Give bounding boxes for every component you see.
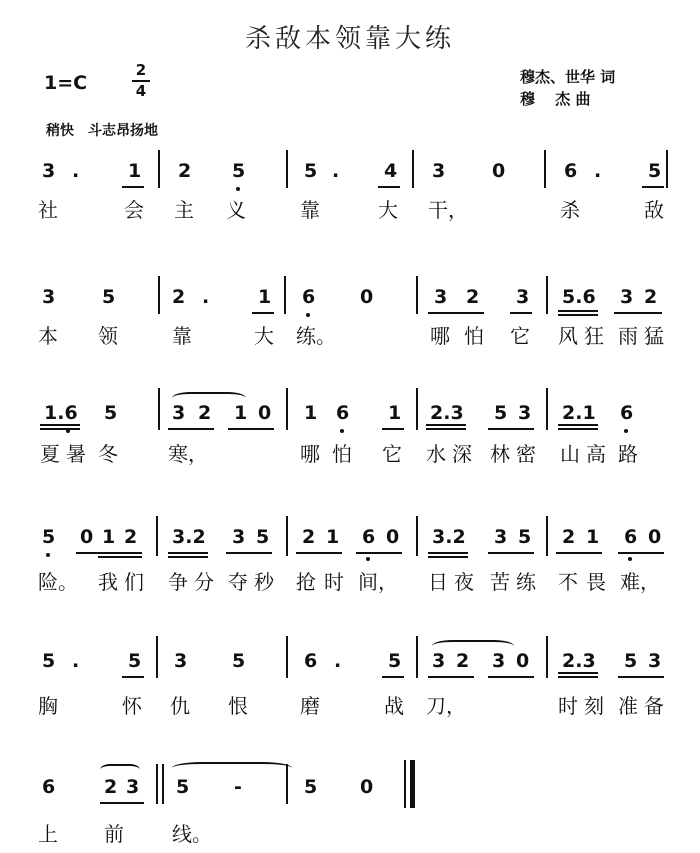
note: 3 bbox=[434, 286, 448, 308]
lyric: 靠 bbox=[172, 324, 192, 348]
lyric: 它 bbox=[510, 324, 530, 348]
final-bar-thick bbox=[410, 760, 415, 808]
key-signature: 1=C bbox=[44, 72, 88, 94]
underline bbox=[122, 186, 144, 188]
lyric: 战 bbox=[384, 694, 404, 718]
note: 1 bbox=[234, 402, 248, 424]
note: 1 bbox=[388, 402, 402, 424]
credits bbox=[520, 66, 615, 110]
underline bbox=[40, 428, 80, 430]
tempo-marking: 稍快 斗志昂扬地 bbox=[46, 123, 158, 139]
note: 2 bbox=[456, 650, 470, 672]
note: 3 bbox=[518, 402, 532, 424]
slur bbox=[100, 764, 140, 776]
note: 3 bbox=[42, 286, 56, 308]
note: 3 bbox=[432, 650, 446, 672]
lyric: 深 bbox=[452, 442, 472, 466]
lyric: 靠 bbox=[300, 198, 320, 222]
bar-line bbox=[544, 150, 546, 188]
note: 3 bbox=[172, 402, 186, 424]
lyric: 胸 bbox=[38, 694, 58, 718]
note: 0 bbox=[492, 160, 506, 182]
note: 2.1 bbox=[562, 402, 596, 424]
note: 1 bbox=[586, 526, 600, 548]
note: 3 bbox=[432, 160, 446, 182]
underline bbox=[558, 672, 598, 674]
bar-line bbox=[156, 636, 158, 678]
note: 2 bbox=[172, 286, 186, 308]
underline bbox=[558, 428, 598, 430]
note: 5 bbox=[648, 160, 662, 182]
note: 6 bbox=[624, 526, 638, 548]
underline bbox=[428, 552, 468, 554]
low-octave-dot bbox=[236, 187, 240, 191]
note: 5 bbox=[624, 650, 638, 672]
note: 2 bbox=[198, 402, 212, 424]
note: 5 bbox=[104, 402, 118, 424]
lyric: 难， bbox=[620, 570, 660, 594]
lyric: 苦 bbox=[490, 570, 510, 594]
note-dot: . bbox=[594, 160, 602, 182]
underline bbox=[428, 556, 468, 558]
lyric: 时 bbox=[324, 570, 344, 594]
lyricist-credit: 穆杰、世华 词 bbox=[520, 68, 616, 86]
lyric: 干， bbox=[428, 198, 468, 222]
note: 0 bbox=[648, 526, 662, 548]
underline bbox=[614, 312, 662, 314]
bar-line bbox=[546, 276, 548, 314]
note: 2.3 bbox=[562, 650, 596, 672]
note: 0 bbox=[386, 526, 400, 548]
bar-line bbox=[286, 764, 288, 804]
lyric: 冬 bbox=[98, 442, 118, 466]
lyric: 仇 bbox=[170, 694, 190, 718]
underline bbox=[168, 428, 214, 430]
bar-line bbox=[416, 276, 418, 314]
note: 2 bbox=[302, 526, 316, 548]
note: 2 bbox=[562, 526, 576, 548]
underline bbox=[558, 676, 598, 678]
bar-line bbox=[284, 276, 286, 314]
bar-line bbox=[286, 636, 288, 678]
underline bbox=[226, 552, 272, 554]
lyric: 备 bbox=[644, 694, 664, 718]
underline bbox=[378, 186, 400, 188]
underline bbox=[168, 556, 208, 558]
note: 5 bbox=[304, 776, 318, 798]
song-title: 杀敌本领靠大练 bbox=[244, 24, 455, 54]
note: 5 bbox=[256, 526, 270, 548]
lyric: 怕 bbox=[464, 324, 484, 348]
note: 1 bbox=[102, 526, 116, 548]
underline bbox=[642, 186, 664, 188]
low-octave-dot bbox=[624, 429, 628, 433]
lyric: 不 bbox=[558, 570, 578, 594]
note-dot: . bbox=[334, 650, 342, 672]
bar-line bbox=[666, 150, 668, 188]
lyric: 它 bbox=[382, 442, 402, 466]
note-dot: . bbox=[202, 286, 210, 308]
bar-line bbox=[546, 388, 548, 430]
lyric: 夜 bbox=[454, 570, 474, 594]
underline bbox=[428, 312, 484, 314]
lyric: 前 bbox=[104, 822, 124, 846]
underline bbox=[428, 676, 474, 678]
bar-line bbox=[416, 516, 418, 556]
lyric: 哪 bbox=[430, 324, 450, 348]
note: 5 bbox=[304, 160, 318, 182]
lyric: 日 bbox=[428, 570, 448, 594]
underline bbox=[76, 552, 142, 554]
note: 1 bbox=[304, 402, 318, 424]
underline bbox=[558, 314, 598, 316]
lyric: 义 bbox=[226, 198, 246, 222]
bar-line bbox=[286, 388, 288, 430]
slur bbox=[172, 762, 292, 774]
underline bbox=[618, 552, 664, 554]
lyric: 本 bbox=[38, 324, 58, 348]
bar-line bbox=[158, 276, 160, 314]
note-dot: . bbox=[72, 160, 80, 182]
meter-bottom: 4 bbox=[135, 82, 147, 100]
underline bbox=[510, 312, 532, 314]
underline bbox=[382, 676, 404, 678]
lyric: 主 bbox=[174, 198, 194, 222]
note: 0 bbox=[258, 402, 272, 424]
underline bbox=[40, 424, 80, 426]
underline bbox=[356, 552, 402, 554]
bar-line bbox=[286, 150, 288, 188]
note: 2 bbox=[178, 160, 192, 182]
lyric: 们 bbox=[124, 570, 144, 594]
underline bbox=[382, 428, 404, 430]
underline bbox=[488, 552, 534, 554]
low-octave-dot bbox=[46, 553, 50, 557]
low-octave-dot bbox=[628, 557, 632, 561]
note: 3 bbox=[232, 526, 246, 548]
lyric: 险。 bbox=[38, 570, 78, 594]
bar-line bbox=[158, 388, 160, 430]
lyric: 狂 bbox=[584, 324, 604, 348]
lyric: 我 bbox=[98, 570, 118, 594]
bar-line bbox=[158, 150, 160, 188]
lyric: 刀， bbox=[426, 694, 466, 718]
bar-line bbox=[286, 516, 288, 556]
note: 5 bbox=[388, 650, 402, 672]
note: 1 bbox=[258, 286, 272, 308]
lyric: 上 bbox=[38, 822, 58, 846]
note-dot: . bbox=[72, 650, 80, 672]
note: 4 bbox=[384, 160, 398, 182]
bar-line bbox=[412, 150, 414, 188]
lyric: 怕 bbox=[332, 442, 352, 466]
lyric: 水 bbox=[426, 442, 446, 466]
note: 0 bbox=[360, 286, 374, 308]
lyric: 秒 bbox=[254, 570, 274, 594]
note: 5 bbox=[42, 650, 56, 672]
note: 2 bbox=[466, 286, 480, 308]
bar-line bbox=[156, 516, 158, 556]
underline bbox=[556, 552, 602, 554]
note: 1 bbox=[128, 160, 142, 182]
note: 3.2 bbox=[432, 526, 466, 548]
note: 3 bbox=[42, 160, 56, 182]
time-signature bbox=[132, 62, 150, 100]
lyric: 线。 bbox=[172, 822, 212, 846]
lyric: 练 bbox=[516, 570, 536, 594]
lyric: 路 bbox=[618, 442, 638, 466]
lyric: 时 bbox=[558, 694, 578, 718]
lyric: 刻 bbox=[584, 694, 604, 718]
lyric: 大 bbox=[254, 324, 274, 348]
underline bbox=[228, 428, 274, 430]
lyric: 林 bbox=[490, 442, 510, 466]
lyric: 畏 bbox=[586, 570, 606, 594]
composer-credit: 穆 杰 曲 bbox=[520, 90, 591, 108]
lyric: 夺 bbox=[228, 570, 248, 594]
underline bbox=[618, 676, 664, 678]
underline bbox=[296, 552, 342, 554]
underline bbox=[252, 312, 274, 314]
underline bbox=[100, 802, 144, 804]
note: 1.6 bbox=[44, 402, 78, 424]
lyric: 雨 bbox=[618, 324, 638, 348]
note: 5 bbox=[176, 776, 190, 798]
note: 2 bbox=[124, 526, 138, 548]
note: 3.2 bbox=[172, 526, 206, 548]
note-dot: . bbox=[332, 160, 340, 182]
note: 6 bbox=[304, 650, 318, 672]
note: 6 bbox=[564, 160, 578, 182]
note: 3 bbox=[174, 650, 188, 672]
note: 3 bbox=[494, 526, 508, 548]
meter-top: 2 bbox=[135, 61, 147, 79]
note: 0 bbox=[80, 526, 94, 548]
underline bbox=[426, 428, 466, 430]
note: 6 bbox=[302, 286, 316, 308]
lyric: 密 bbox=[516, 442, 536, 466]
lyric: 杀 bbox=[560, 198, 580, 222]
note: 3 bbox=[126, 776, 140, 798]
lyric: 怀 bbox=[122, 694, 142, 718]
lyric: 磨 bbox=[300, 694, 320, 718]
note: 5 bbox=[232, 160, 246, 182]
note: 5 bbox=[128, 650, 142, 672]
bar-line bbox=[416, 636, 418, 678]
lyric: 抢 bbox=[296, 570, 316, 594]
lyric: 猛 bbox=[644, 324, 664, 348]
underline bbox=[488, 676, 534, 678]
underline bbox=[98, 556, 142, 558]
lyric: 社 bbox=[38, 198, 58, 222]
note: 3 bbox=[648, 650, 662, 672]
lyric: 分 bbox=[194, 570, 214, 594]
low-octave-dot bbox=[306, 313, 310, 317]
bar-line bbox=[546, 516, 548, 556]
lyric: 争 bbox=[168, 570, 188, 594]
underline bbox=[558, 424, 598, 426]
note: 6 bbox=[42, 776, 56, 798]
note: 0 bbox=[516, 650, 530, 672]
underline bbox=[558, 310, 598, 312]
note: 5 bbox=[518, 526, 532, 548]
lyric: 风 bbox=[558, 324, 578, 348]
lyric: 准 bbox=[618, 694, 638, 718]
note: 5 bbox=[232, 650, 246, 672]
lyric: 间， bbox=[358, 570, 398, 594]
note: 6 bbox=[620, 402, 634, 424]
bar-line bbox=[162, 764, 164, 804]
note: 5 bbox=[494, 402, 508, 424]
lyric: 会 bbox=[124, 198, 144, 222]
lyric: 敌 bbox=[644, 198, 664, 222]
note: 6 bbox=[336, 402, 350, 424]
note: 2 bbox=[104, 776, 118, 798]
note: 3 bbox=[620, 286, 634, 308]
note: 0 bbox=[360, 776, 374, 798]
lyric: 高 bbox=[586, 442, 606, 466]
lyric: 练。 bbox=[296, 324, 336, 348]
lyric: 暑 bbox=[66, 442, 86, 466]
lyric: 夏 bbox=[40, 442, 60, 466]
bar-line bbox=[156, 764, 158, 804]
lyric: 寒， bbox=[168, 442, 208, 466]
underline bbox=[168, 552, 208, 554]
note: - bbox=[234, 776, 242, 798]
note: 6 bbox=[362, 526, 376, 548]
note: 1 bbox=[326, 526, 340, 548]
underline bbox=[488, 428, 534, 430]
lyric: 大 bbox=[378, 198, 398, 222]
note: 3 bbox=[492, 650, 506, 672]
note: 5.6 bbox=[562, 286, 596, 308]
lyric: 哪 bbox=[300, 442, 320, 466]
low-octave-dot bbox=[366, 557, 370, 561]
bar-line bbox=[546, 636, 548, 678]
underline bbox=[426, 424, 466, 426]
note: 2.3 bbox=[430, 402, 464, 424]
lyric: 领 bbox=[98, 324, 118, 348]
low-octave-dot bbox=[340, 429, 344, 433]
note: 5 bbox=[42, 526, 56, 548]
note: 2 bbox=[644, 286, 658, 308]
final-bar-thin bbox=[404, 760, 406, 808]
lyric: 山 bbox=[560, 442, 580, 466]
lyric: 恨 bbox=[228, 694, 248, 718]
note: 5 bbox=[102, 286, 116, 308]
bar-line bbox=[416, 388, 418, 430]
underline bbox=[122, 676, 144, 678]
note: 3 bbox=[516, 286, 530, 308]
